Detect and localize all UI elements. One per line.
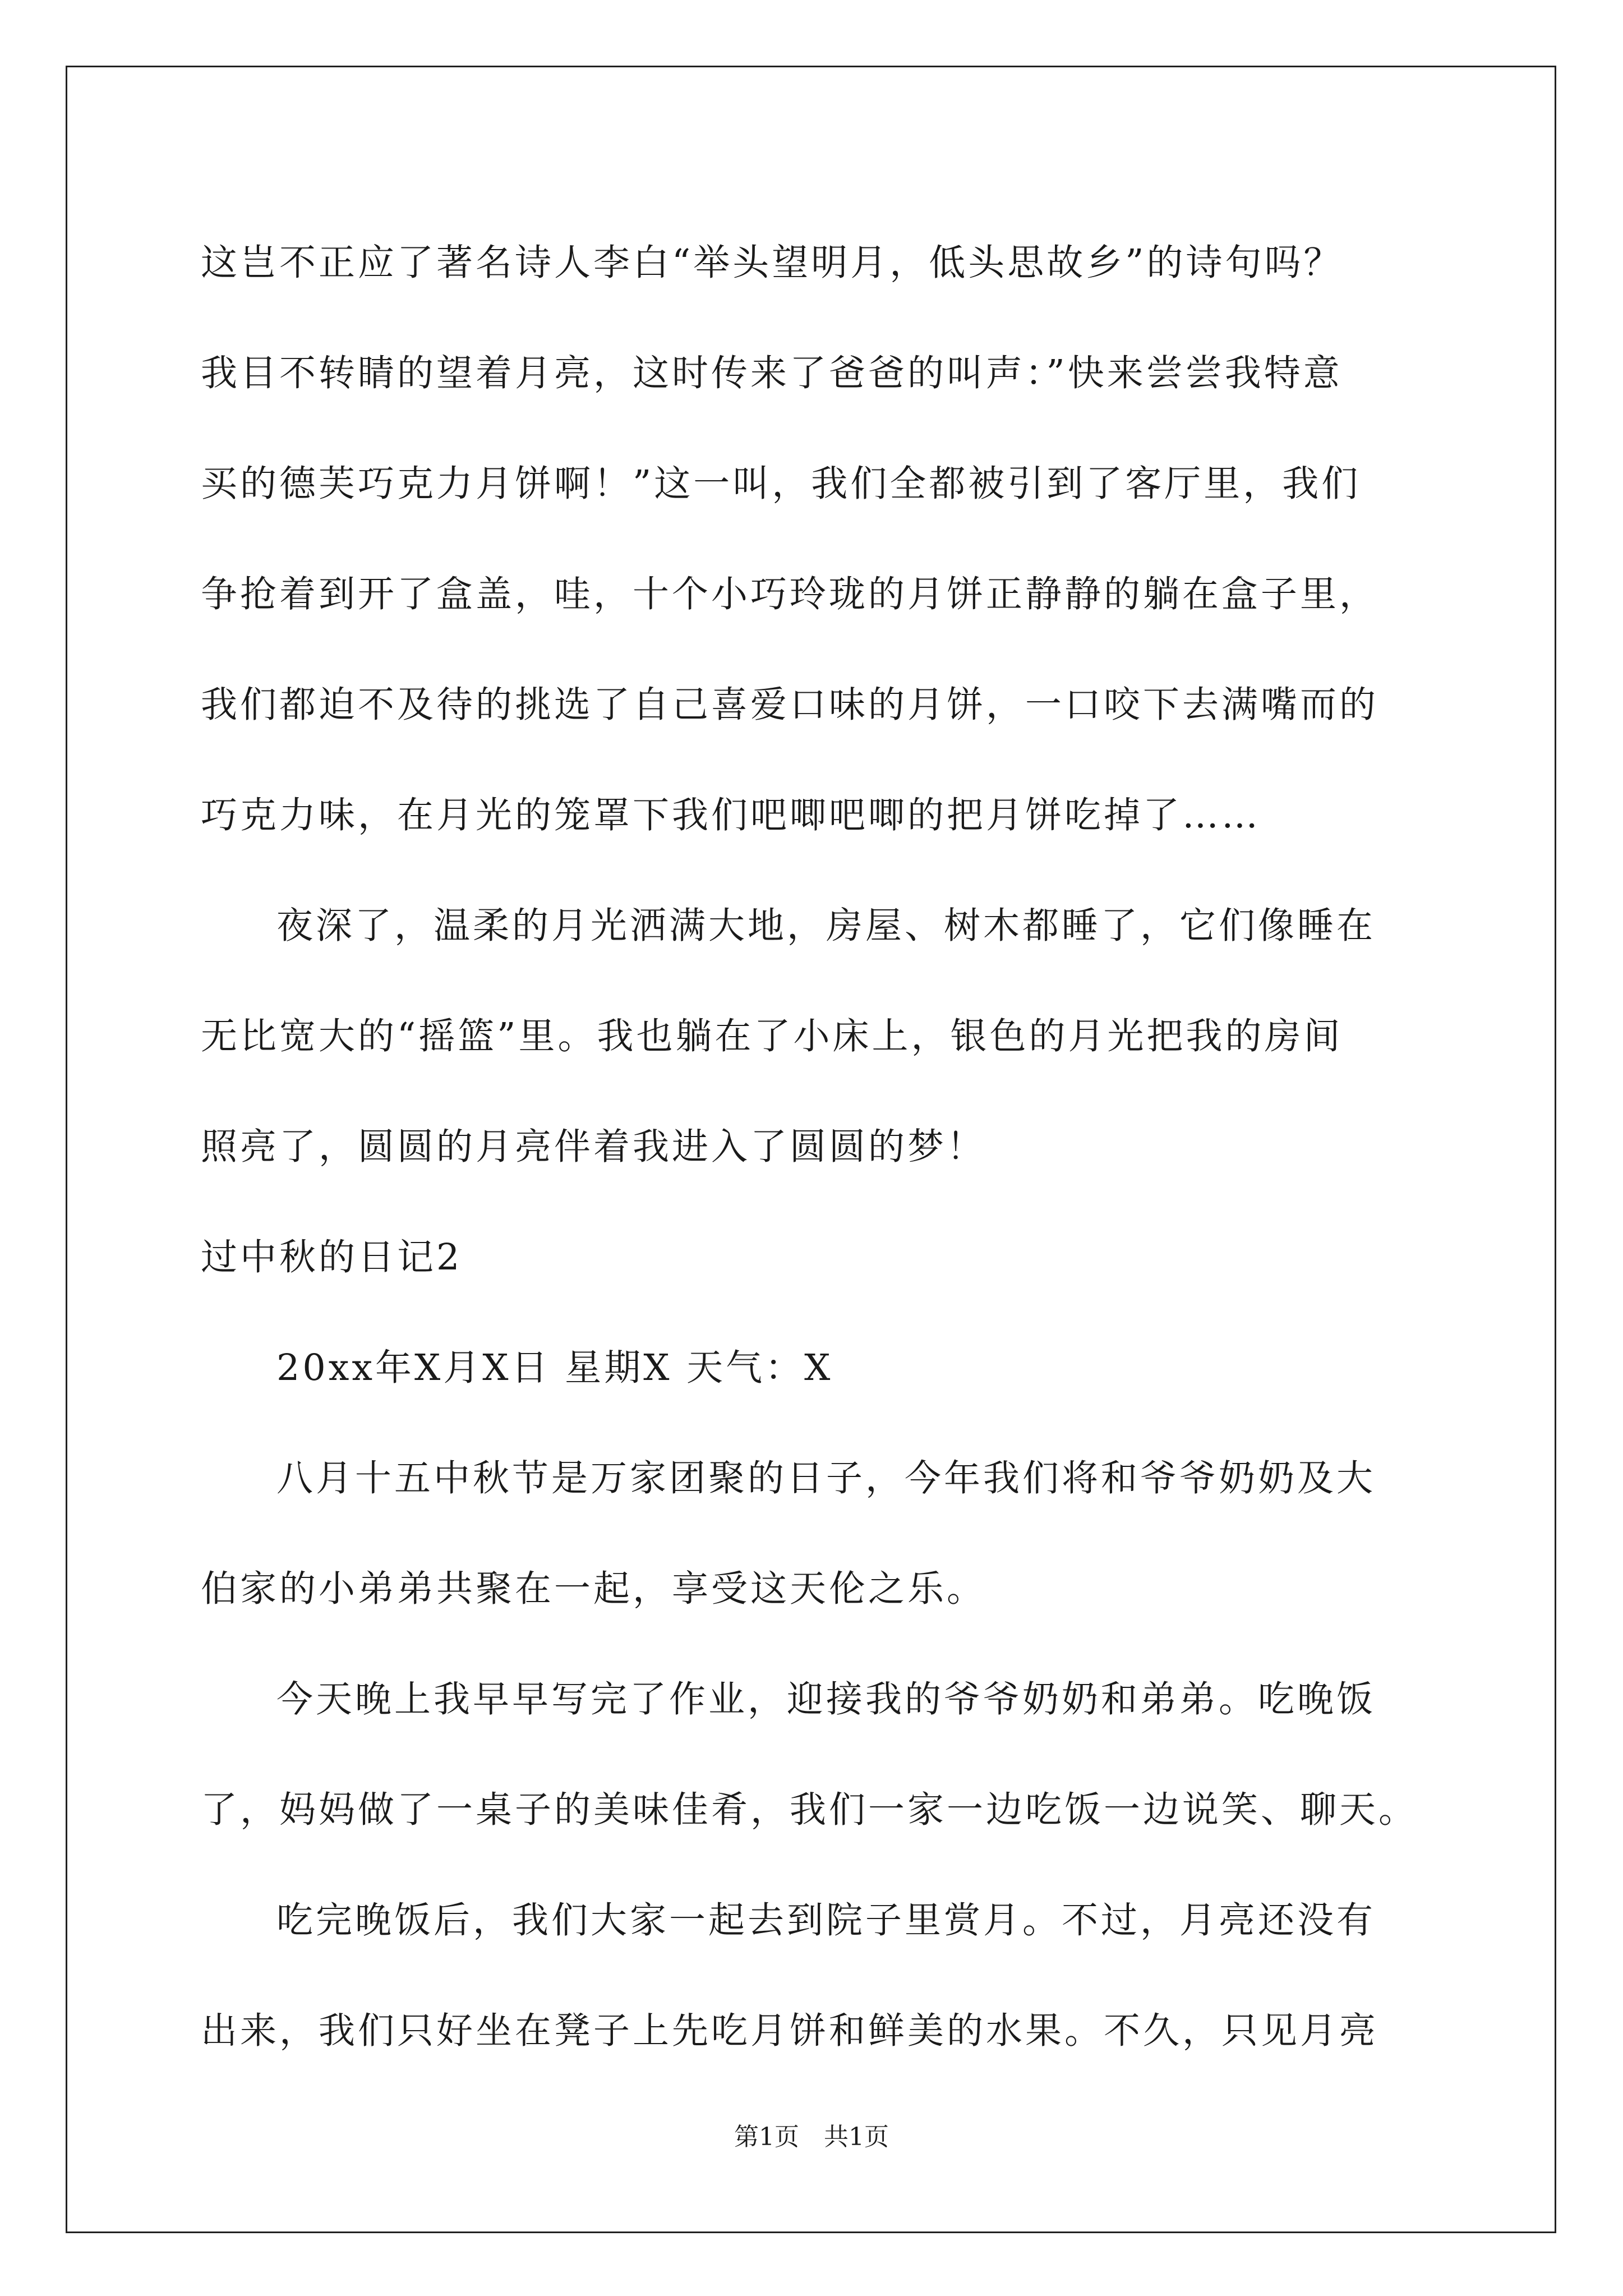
- text-line-9: 照亮了，圆圆的月亮伴着我进入了圆圆的梦！: [201, 1126, 986, 1168]
- text-line-1: 这岂不正应了著名诗人李白“举头望明月，低头思故乡”的诗句吗？: [201, 242, 1343, 284]
- text-line-3: 买的德芙巧克力月饼啊！”这一叫，我们全都被引到了客厅里，我们: [201, 463, 1361, 505]
- text-line-14: 今天晚上我早早写完了作业，迎接我的爷爷奶奶和弟弟。吃晚饭: [276, 1678, 1376, 1720]
- text-line-17: 出来，我们只好坐在凳子上先吃月饼和鲜美的水果。不久，只见月亮: [201, 2010, 1379, 2052]
- date-line: 20xx年X月X日 星期X 天气：X: [276, 1347, 833, 1389]
- text-line-2: 我目不转睛的望着月亮，这时传来了爸爸的叫声：”快来尝尝我特意: [201, 352, 1343, 394]
- text-line-6: 巧克力味，在月光的笼罩下我们吧唧吧唧的把月饼吃掉了……: [201, 794, 1261, 836]
- text-line-15: 了，妈妈做了一桌子的美味佳肴，我们一家一边吃饭一边说笑、聊天。: [201, 1789, 1418, 1831]
- text-line-12: 八月十五中秋节是万家团聚的日子，今年我们将和爷爷奶奶及大: [276, 1457, 1376, 1499]
- text-line-16: 吃完晚饭后，我们大家一起去到院子里赏月。不过，月亮还没有: [276, 1899, 1376, 1941]
- text-line-7: 夜深了，温柔的月光洒满大地，房屋、树木都睡了，它们像睡在: [276, 905, 1376, 947]
- document-body: [201, 208, 1435, 2086]
- page-number-footer: 第1页 共1页: [734, 2123, 889, 2151]
- text-line-8: 无比宽大的“摇篮”里。我也躺在了小床上，银色的月光把我的房间: [201, 1015, 1343, 1057]
- text-line-4: 争抢着到开了盒盖，哇，十个小巧玲珑的月饼正静静的躺在盒子里，: [201, 573, 1379, 615]
- text-line-13: 伯家的小弟弟共聚在一起，享受这天伦之乐。: [201, 1568, 986, 1610]
- text-line-5: 我们都迫不及待的挑选了自己喜爱口味的月饼，一口咬下去满嘴而的: [201, 684, 1379, 726]
- section-heading: 过中秋的日记2: [201, 1236, 463, 1278]
